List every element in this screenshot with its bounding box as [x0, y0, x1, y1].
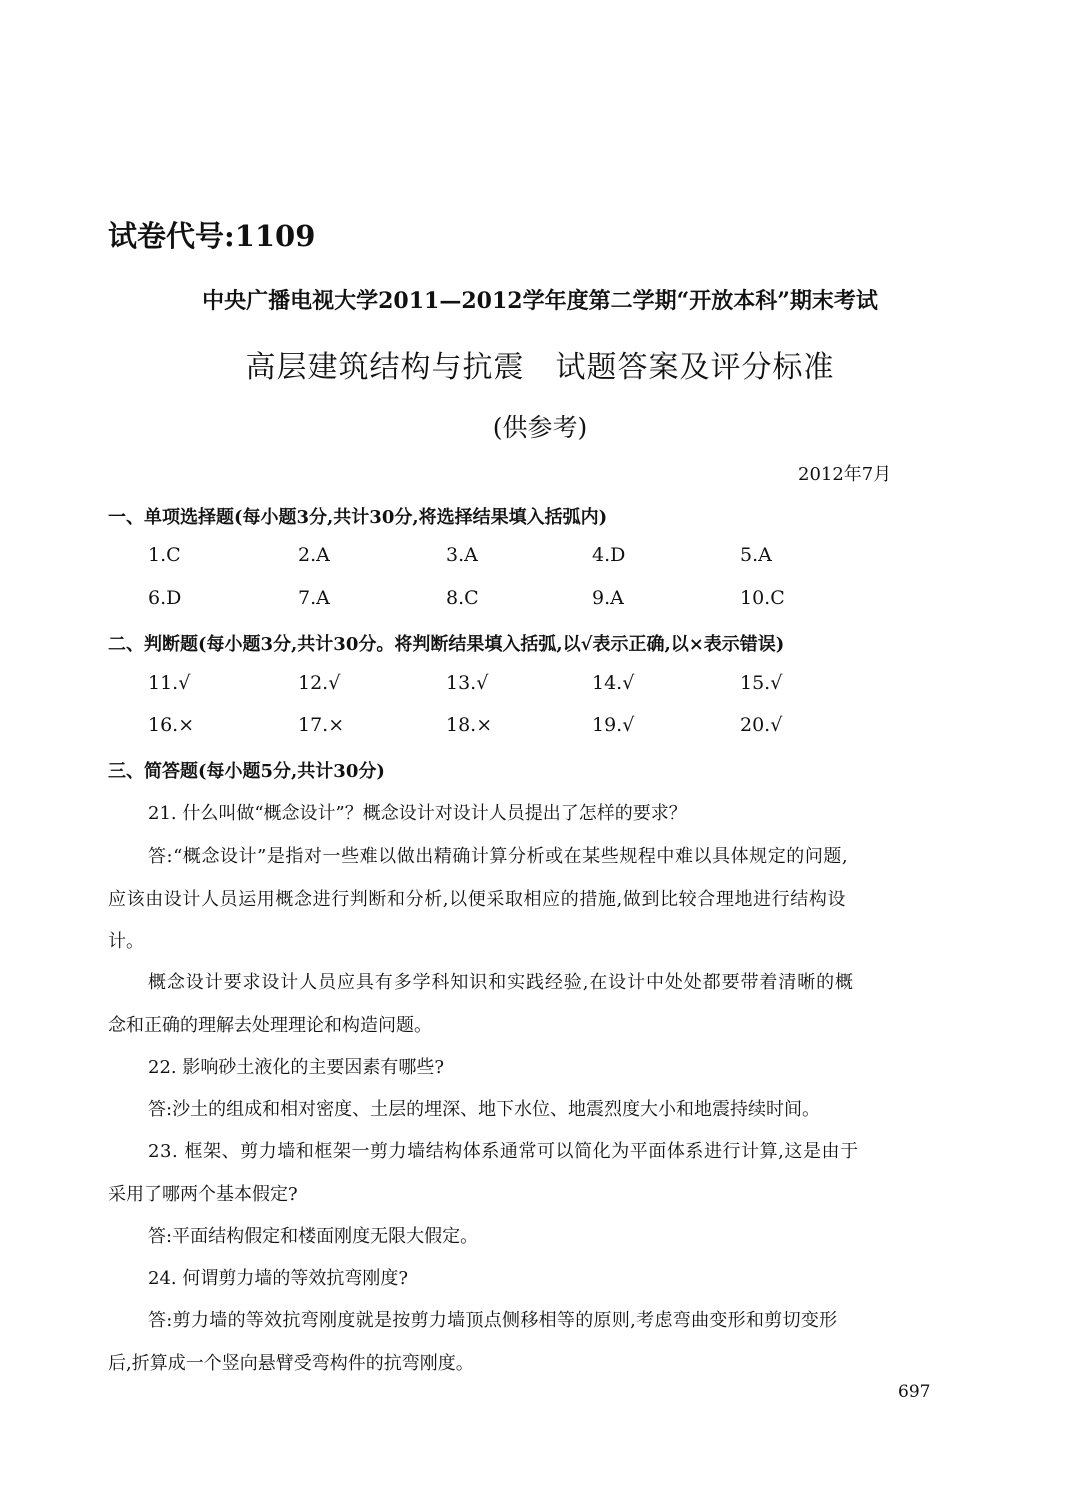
- answer-22: 答:沙土的组成和相对密度、土层的埋深、地下水位、地震烈度大小和地震持续时间。: [148, 1099, 821, 1120]
- answer-item: 16.×: [148, 714, 195, 736]
- page-number: 697: [898, 1382, 931, 1402]
- exam-date: 2012年7月: [798, 464, 892, 485]
- question-21: 21. 什么叫做“概念设计”？概念设计对设计人员提出了怎样的要求？: [148, 803, 687, 824]
- answer-21-line: 计。: [108, 931, 144, 952]
- answer-21-line: 概念设计要求设计人员应具有多学科知识和实践经验,在设计中处处都要带着清晰的概: [148, 972, 854, 993]
- answer-item: 20.√: [740, 714, 783, 736]
- answer-item: 7.A: [298, 587, 330, 609]
- section1-heading: 一、单项选择题(每小题3分,共计30分,将选择结果填入括弧内): [108, 507, 608, 528]
- page-subtitle: (供参考): [492, 413, 588, 442]
- page-title: 高层建筑结构与抗震 试题答案及评分标准: [245, 350, 835, 385]
- answer-21-line: 念和正确的理解去处理理论和构造问题。: [108, 1015, 432, 1036]
- question-24: 24. 何谓剪力墙的等效抗弯刚度?: [148, 1268, 408, 1289]
- answer-item: 12.√: [298, 672, 341, 694]
- section3-heading: 三、简答题(每小题5分,共计30分): [108, 761, 385, 782]
- answer-item: 19.√: [592, 714, 635, 736]
- answer-item: 11.√: [148, 672, 191, 694]
- answer-item: 5.A: [740, 544, 772, 566]
- answer-item: 1.C: [148, 544, 181, 566]
- answer-item: 8.C: [446, 587, 479, 609]
- answer-21-line: 答:“概念设计”是指对一些难以做出精确计算分析或在某些规程中难以具体规定的问题,: [148, 846, 849, 867]
- question-23-line: 23. 框架、剪力墙和框架一剪力墙结构体系通常可以简化为平面体系进行计算,这是由于: [148, 1141, 859, 1162]
- answer-item: 9.A: [592, 587, 624, 609]
- answer-21-line: 应该由设计人员运用概念进行判断和分析,以便采取相应的措施,做到比较合理地进行结构设: [108, 889, 847, 910]
- answer-item: 14.√: [592, 672, 635, 694]
- answer-23: 答:平面结构假定和楼面刚度无限大假定。: [148, 1226, 479, 1247]
- answer-item: 10.C: [740, 587, 785, 609]
- answer-item: 18.×: [446, 714, 493, 736]
- answer-item: 13.√: [446, 672, 489, 694]
- answer-24-line: 后,折算成一个竖向悬臂受弯构件的抗弯刚度。: [108, 1353, 474, 1374]
- question-22: 22. 影响砂土液化的主要因素有哪些?: [148, 1057, 444, 1078]
- answer-item: 6.D: [148, 587, 182, 609]
- exam-header: 中央广播电视大学2011—2012学年度第二学期“开放本科”期末考试: [202, 288, 878, 314]
- answer-24-line: 答:剪力墙的等效抗弯刚度就是按剪力墙顶点侧移相等的原则,考虑弯曲变形和剪切变形: [148, 1310, 838, 1331]
- section2-heading: 二、判断题(每小题3分,共计30分。将判断结果填入括弧,以√表示正确,以×表示错误): [108, 634, 785, 655]
- question-23-line: 采用了哪两个基本假定?: [108, 1184, 298, 1205]
- answer-item: 2.A: [298, 544, 330, 566]
- answer-item: 3.A: [446, 544, 478, 566]
- answer-item: 17.×: [298, 714, 345, 736]
- exam-code: 试卷代号:1109: [108, 219, 316, 253]
- answer-item: 4.D: [592, 544, 626, 566]
- answer-item: 15.√: [740, 672, 783, 694]
